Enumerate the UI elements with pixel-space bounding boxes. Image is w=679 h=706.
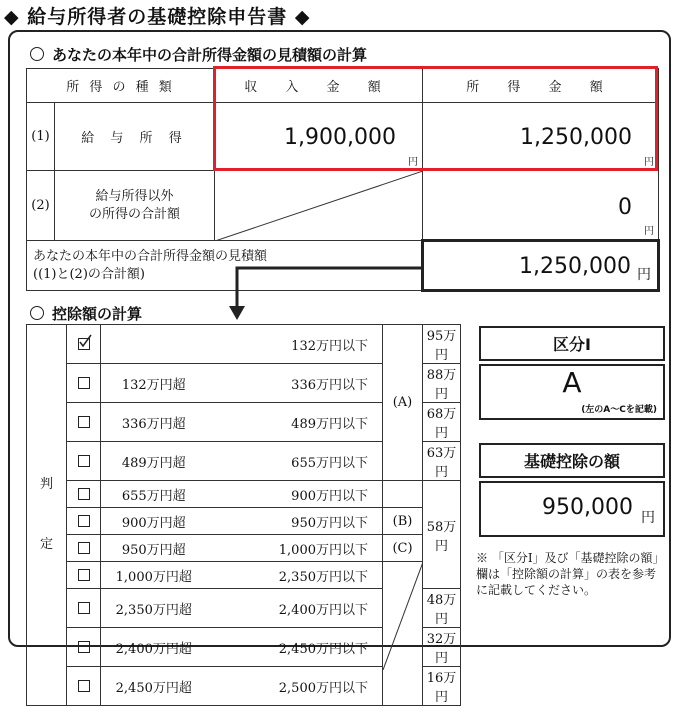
class-c: (C): [383, 535, 423, 562]
row1-num: (1): [27, 103, 55, 171]
row6-to: 950万円以下: [207, 508, 383, 535]
row2-label-line1: 給与所得以外: [95, 188, 174, 204]
deduction-table: [26, 324, 461, 706]
row2-checkbox-cell[interactable]: [67, 364, 101, 403]
row1-label: 給 与 所 得: [55, 103, 215, 171]
row2-label-line2: の所得の合計額: [88, 206, 180, 222]
circle-bullet-icon: [30, 47, 44, 61]
kubun-note: (左のA〜Cを記載): [581, 405, 657, 415]
row6-checkbox-cell[interactable]: [67, 508, 101, 535]
row2-shotoku-cell: [423, 171, 659, 241]
header-shotoku: 所 得 金 額: [423, 69, 659, 103]
row9-checkbox[interactable]: [78, 602, 90, 614]
total-value-cell: [423, 241, 659, 291]
row1-to: 132万円以下: [207, 325, 383, 364]
row11-checkbox[interactable]: [78, 680, 90, 692]
page-title: ◆ 給与所得者の基礎控除申告書 ◆: [4, 6, 311, 28]
row2-income-cell-diagonal: [215, 171, 423, 241]
total-value: 1,250,000: [519, 254, 631, 279]
row9-to: 2,400万円以下: [207, 589, 383, 628]
row1-from: [101, 325, 207, 364]
row10-checkbox[interactable]: [78, 641, 90, 653]
hantei-char2: 定: [39, 537, 53, 552]
row7-checkbox-cell[interactable]: [67, 535, 101, 562]
row1-shotoku-yen: 円: [644, 157, 654, 168]
row8-checkbox-cell[interactable]: [67, 562, 101, 589]
kubun-label: 区分Ⅰ: [479, 326, 665, 361]
row8-checkbox[interactable]: [78, 569, 90, 581]
row11-checkbox-cell[interactable]: [67, 667, 101, 706]
row2-shotoku-yen: 円: [644, 226, 654, 237]
kiso-label: 基礎控除の額: [479, 443, 665, 478]
row1-checkbox[interactable]: [78, 338, 90, 350]
header-kind: 所 得 の 種 類: [27, 69, 215, 103]
class-b: (B): [383, 508, 423, 535]
row5-to: 900万円以下: [207, 481, 383, 508]
amount-row1: 95万円: [423, 325, 461, 364]
kubun-value-box[interactable]: [479, 364, 665, 420]
section2-heading: [30, 303, 142, 324]
kubun-value: A: [562, 366, 582, 399]
row7-from: 950万円超: [101, 535, 207, 562]
amount-bc: 58万円: [423, 481, 461, 589]
row4-from: 489万円超: [101, 442, 207, 481]
row11-to: 2,500万円以下: [207, 667, 383, 706]
section1-heading-text: あなたの本年中の合計所得金額の見積額の計算: [52, 46, 368, 64]
section1-heading: [30, 44, 367, 65]
row1-income-yen: 円: [408, 157, 418, 168]
row4-checkbox[interactable]: [78, 455, 90, 467]
hantei-char1: 判: [39, 477, 53, 492]
row5-checkbox-cell[interactable]: [67, 481, 101, 508]
row1-income-value: 1,900,000: [284, 125, 396, 150]
row10-from: 2,400万円超: [101, 628, 207, 667]
row1-checkbox-cell[interactable]: [67, 325, 101, 364]
row9-checkbox-cell[interactable]: [67, 589, 101, 628]
arrow-down-icon: [225, 260, 425, 324]
row10-to: 2,450万円以下: [207, 628, 383, 667]
class-diagonal-cell: [383, 562, 423, 706]
row6-from: 900万円超: [101, 508, 207, 535]
row8-from: 1,000万円超: [101, 562, 207, 589]
row2-from: 132万円超: [101, 364, 207, 403]
footnote: ※ 「区分Ⅰ」及び「基礎控除の額」欄は「控除額の計算」の表を参考に記載してください。: [476, 551, 665, 597]
amount-row11: 16万円: [423, 667, 461, 706]
checkmark-icon: [78, 334, 92, 348]
class-a: (A): [383, 325, 423, 481]
row2-checkbox[interactable]: [78, 377, 90, 389]
row5-checkbox[interactable]: [78, 488, 90, 500]
row4-to: 655万円以下: [207, 442, 383, 481]
kiso-value-box[interactable]: [479, 481, 665, 537]
row7-to: 1,000万円以下: [207, 535, 383, 562]
amount-row2: 88万円: [423, 364, 461, 403]
row2-label: [55, 171, 215, 241]
row6-checkbox[interactable]: [78, 515, 90, 527]
amount-row9: 48万円: [423, 589, 461, 628]
row4-checkbox-cell[interactable]: [67, 442, 101, 481]
row2-num: (2): [27, 171, 55, 241]
kiso-yen: 円: [641, 510, 655, 526]
row3-checkbox-cell[interactable]: [67, 403, 101, 442]
hantei-label: [27, 325, 67, 706]
amount-row3: 68万円: [423, 403, 461, 442]
class-blank-cell: [383, 481, 423, 508]
row9-from: 2,350万円超: [101, 589, 207, 628]
diagonal-line-icon: [215, 171, 423, 241]
row3-from: 336万円超: [101, 403, 207, 442]
row3-checkbox[interactable]: [78, 416, 90, 428]
row10-checkbox-cell[interactable]: [67, 628, 101, 667]
header-income: 収 入 金 額: [215, 69, 423, 103]
row2-to: 336万円以下: [207, 364, 383, 403]
total-label-line2: ((1)と(2)の合計額): [33, 266, 145, 282]
row1-shotoku-value: 1,250,000: [520, 125, 632, 150]
section2-heading-text: 控除額の計算: [52, 305, 143, 323]
row2-shotoku-value: 0: [618, 195, 632, 220]
circle-bullet-icon: [30, 306, 44, 320]
row5-from: 655万円超: [101, 481, 207, 508]
amount-row4: 63万円: [423, 442, 461, 481]
row8-to: 2,350万円以下: [207, 562, 383, 589]
total-label-line1: あなたの本年中の合計所得金額の見積額: [33, 248, 268, 264]
row11-from: 2,450万円超: [101, 667, 207, 706]
total-yen: 円: [637, 267, 651, 283]
row7-checkbox[interactable]: [78, 542, 90, 554]
diagonal-line-icon: [383, 562, 423, 670]
highlight-box: [213, 66, 658, 171]
kiso-value: 950,000: [542, 495, 633, 520]
amount-row10: 32万円: [423, 628, 461, 667]
row3-to: 489万円以下: [207, 403, 383, 442]
